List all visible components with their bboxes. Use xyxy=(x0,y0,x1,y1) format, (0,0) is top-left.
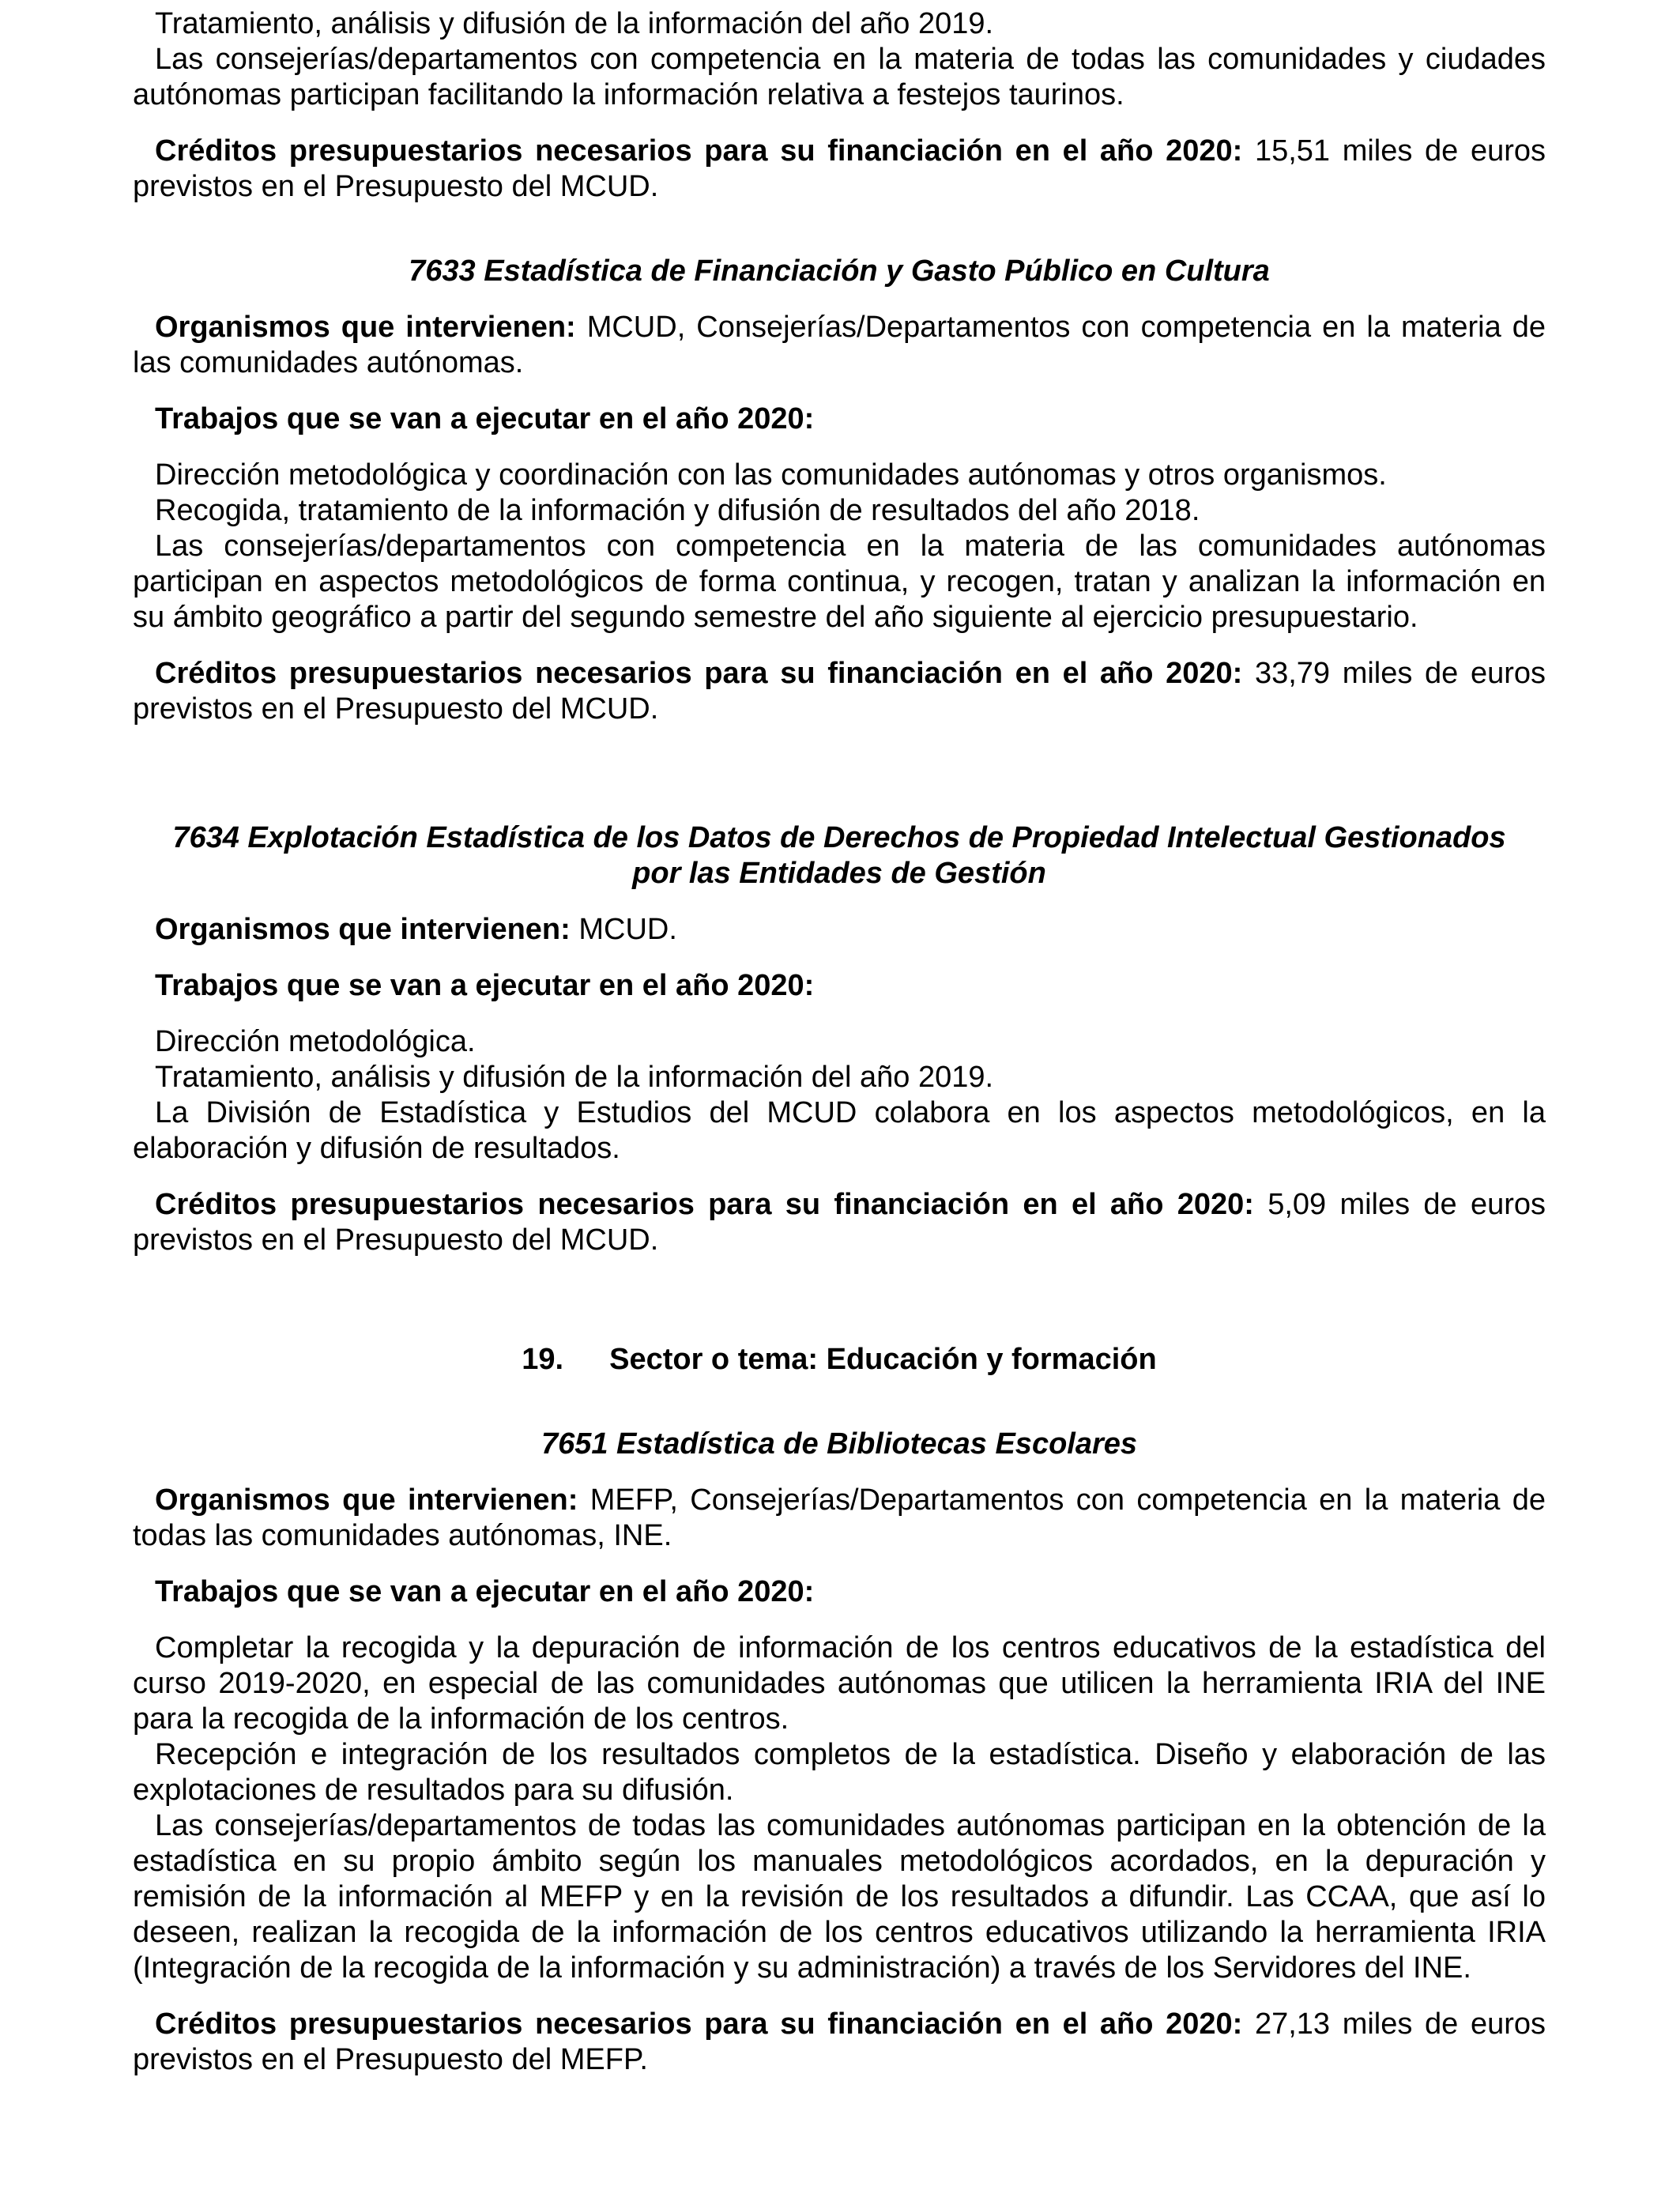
sector-number: 19. xyxy=(522,1343,564,1376)
section-7633-work-label xyxy=(133,401,1546,437)
section-7633-work-1: Dirección metodológica y coordinación con las comunidades autónomas y otros organismos. xyxy=(155,458,1387,492)
intro-credit xyxy=(133,134,1546,205)
credit-value: 33,79 miles de euros previstos en el Presupuesto del MCUD. xyxy=(133,657,1546,726)
section-7634-work-2: Tratamiento, análisis y difusión de la información del año 2019. xyxy=(155,1061,994,1094)
section-7633-organisms xyxy=(133,310,1546,381)
organisms-value: MEFP, Consejerías/Departamentos con competencia en la materia de todas las comunidades autónomas, INE. xyxy=(133,1483,1546,1552)
section-7633-work-2: Recogida, tratamiento de la información y difusión de resultados del año 2018. xyxy=(155,494,1200,527)
work-label: Trabajos que se van a ejecutar en el año 2020: xyxy=(155,1575,815,1608)
credit-label: Créditos presupuestarios necesarios para su financiación en el año 2020: xyxy=(155,657,1243,690)
sector-heading xyxy=(133,1342,1546,1378)
credit-value: 5,09 miles de euros previstos en el Presupuesto del MCUD. xyxy=(133,1188,1546,1257)
section-7634-organisms xyxy=(133,912,1546,948)
organisms-value: MCUD, Consejerías/Departamentos con competencia en la materia de las comunidades autónomas. xyxy=(133,311,1546,379)
section-7651-work-label xyxy=(133,1574,1546,1610)
organisms-label: Organismos que intervienen: xyxy=(155,913,571,946)
work-label: Trabajos que se van a ejecutar en el año 2020: xyxy=(155,402,815,435)
section-7651-organisms xyxy=(133,1483,1546,1554)
section-7651-title: 7651 Estadística de Bibliotecas Escolares xyxy=(541,1427,1138,1461)
organisms-label: Organismos que intervienen: xyxy=(155,1483,578,1517)
work-label: Trabajos que se van a ejecutar en el año 2020: xyxy=(155,969,815,1002)
organisms-label: Organismos que intervienen: xyxy=(155,311,576,344)
section-7634-credit xyxy=(133,1187,1546,1258)
intro-line-1: Tratamiento, análisis y difusión de la información del año 2019. xyxy=(155,7,994,40)
organisms-value: MCUD. xyxy=(570,913,677,946)
credit-label: Créditos presupuestarios necesarios para su financiación en el año 2020: xyxy=(155,134,1243,168)
section-7634-work-3: La División de Estadística y Estudios del MCUD colabora en los aspectos metodológicos, en la elaboración y difusión de resultados. xyxy=(133,1096,1546,1165)
section-7651-work-2: Recepción e integración de los resultados completos de la estadística. Diseño y elaboración de las explotaciones de resultados para su difusión. xyxy=(133,1738,1546,1807)
credit-label: Créditos presupuestarios necesarios para su financiación en el año 2020: xyxy=(155,1188,1254,1221)
section-7633-work-3: Las consejerías/departamentos con competencia en la materia de las comunidades autónomas participan en aspectos metodológicos de forma continua, y recogen, tratan y analizan la información en su ámbito geográfico a partir del segundo semestre del año siguiente al ejercicio presupuestario. xyxy=(133,530,1546,634)
document-page xyxy=(133,6,1546,2078)
sector-title: Sector o tema: Educación y formación xyxy=(609,1343,1157,1376)
section-7651-work-3: Las consejerías/departamentos de todas las comunidades autónomas participan en la obtención de la estadística en su propio ámbito según los manuales metodológicos acordados, en la depuración y remisión de la información al MEFP y en la revisión de los resultados a difundir. Las CCAA, que así lo deseen, realizan la recogida de la información de los centros educativos utilizando la herramienta IRIA (Integración de la recogida de la información y su administración) a través de los Servidores del INE. xyxy=(133,1809,1546,1985)
section-7634-title-line-2: por las Entidades de Gestión xyxy=(632,857,1046,890)
section-7634-work-label xyxy=(133,968,1546,1004)
section-7633-title: 7633 Estadística de Financiación y Gasto Público en Cultura xyxy=(409,254,1270,288)
credit-value: 27,13 miles de euros previstos en el Presupuesto del MEFP. xyxy=(133,2007,1546,2076)
intro-line-2: Las consejerías/departamentos con competencia en la materia de todas las comunidades y ciudades autónomas participan facilitando la información relativa a festejos taurinos. xyxy=(133,43,1546,111)
section-7633-credit xyxy=(133,656,1546,727)
credit-value: 15,51 miles de euros previstos en el Presupuesto del MCUD. xyxy=(133,134,1546,203)
section-7634-work-1: Dirección metodológica. xyxy=(155,1025,476,1058)
section-7651-work-1: Completar la recogida y la depuración de información de los centros educativos de la estadística del curso 2019-2020, en especial de las comunidades autónomas que utilicen la herramienta IRIA del INE para la recogida de la información de los centros. xyxy=(133,1631,1546,1736)
credit-label: Créditos presupuestarios necesarios para su financiación en el año 2020: xyxy=(155,2007,1243,2041)
section-7634-title-line-1: 7634 Explotación Estadística de los Datos de Derechos de Propiedad Intelectual Gestionados xyxy=(172,821,1506,854)
section-7651-credit xyxy=(133,2007,1546,2078)
